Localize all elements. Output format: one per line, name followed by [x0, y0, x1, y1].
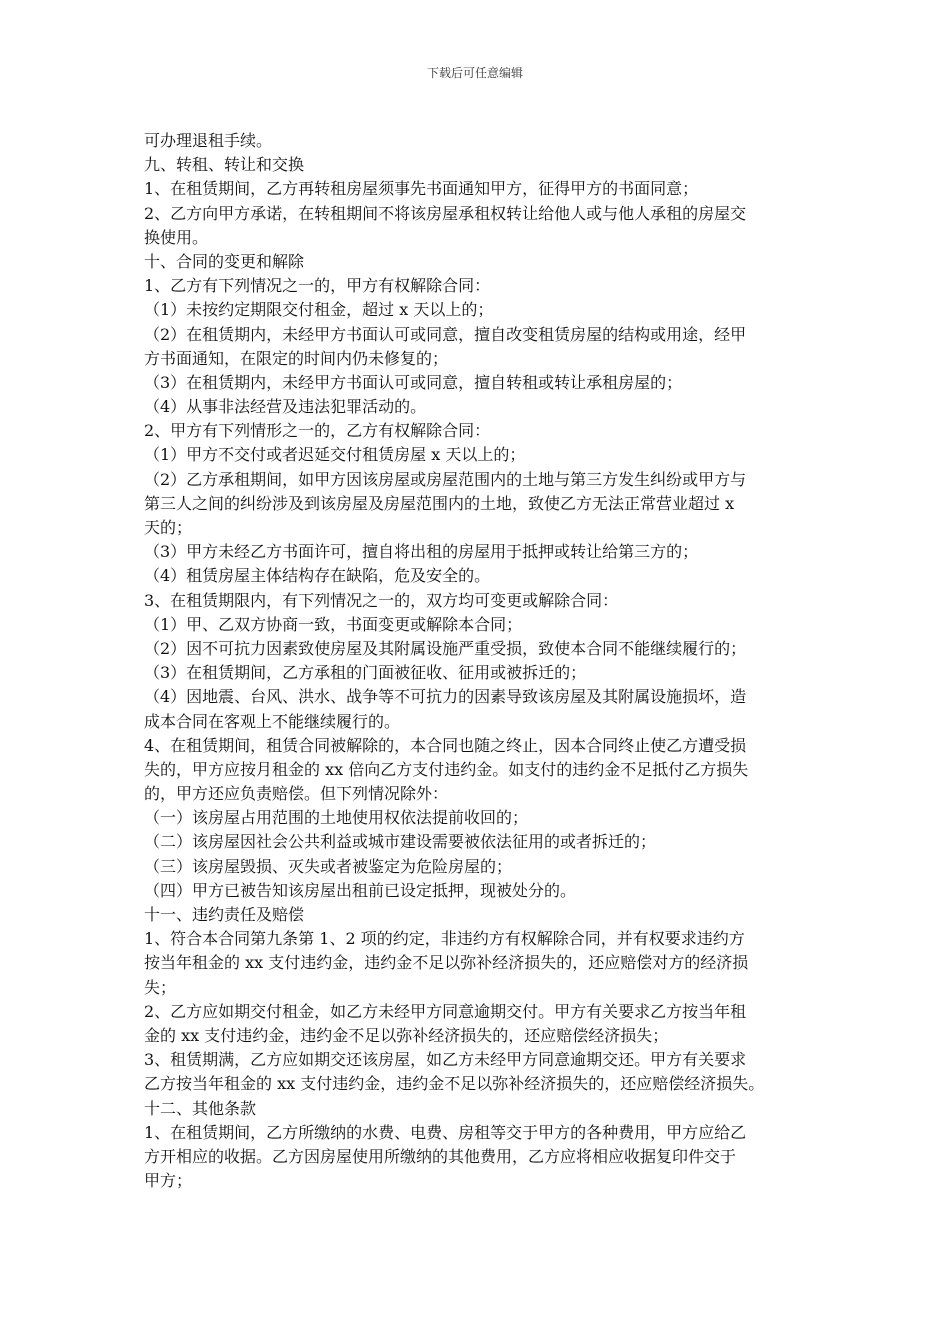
text-line: 方书面通知，在限定的时间内仍未修复的； — [144, 348, 449, 368]
text-line: 乙方按当年租金的 xx 支付违约金，违约金不足以弥补经济损失的，还应赔偿经济损失。 — [144, 1074, 765, 1094]
text-line: （4）因地震、台风、洪水、战争等不可抗力的因素导致该房屋及其附属设施损坏，造 — [144, 687, 747, 707]
text-line: 十二、其他条款 — [144, 1098, 257, 1118]
text-line: （1）甲方不交付或者迟延交付租赁房屋 x 天以上的； — [144, 445, 526, 465]
text-line: 按当年租金的 xx 支付违约金，违约金不足以弥补经济损失的，还应赔偿对方的经济损 — [144, 953, 749, 973]
text-line: （4）租赁房屋主体结构存在缺陷，危及安全的。 — [144, 566, 491, 586]
text-line: 1、在租赁期间，乙方所缴纳的水费、电费、房租等交于甲方的各种费用，甲方应给乙 — [144, 1122, 747, 1142]
text-line: （2）因不可抗力因素致使房屋及其附属设施严重受损，致使本合同不能继续履行的； — [144, 638, 747, 658]
text-line: 2、甲方有下列情形之一的，乙方有权解除合同： — [144, 421, 491, 441]
text-line: 十一、违约责任及赔偿 — [144, 905, 305, 924]
text-line: （3）在租赁期内，未经甲方书面认可或同意，擅自转租或转让承租房屋的； — [144, 372, 683, 392]
text-line: 甲方； — [144, 1171, 193, 1191]
text-line: 成本合同在客观上不能继续履行的。 — [144, 711, 401, 731]
document-body — [144, 129, 810, 1193]
text-line: 第三人之间的纠纷涉及到该房屋及房屋范围内的土地，致使乙方无法正常营业超过 x — [144, 493, 735, 513]
text-line: （1）甲、乙双方协商一致，书面变更或解除本合同； — [144, 614, 523, 634]
text-line: （四）甲方已被告知该房屋出租前已设定抵押，现被处分的。 — [144, 880, 577, 900]
text-line: 的，甲方还应负责赔偿。但下列情况除外： — [144, 784, 449, 804]
text-line: 九、转租、转让和交换 — [144, 155, 305, 175]
text-line: 换使用。 — [144, 227, 209, 247]
text-line: 失； — [144, 977, 177, 997]
text-line: 2、乙方向甲方承诺，在转租期间不将该房屋承租权转让给他人或与他人承租的房屋交 — [144, 203, 747, 223]
text-line: （三）该房屋毁损、灭失或者被鉴定为危险房屋的； — [144, 856, 513, 876]
text-line: （二）该房屋因社会公共利益或城市建设需要被依法征用的或者拆迁的； — [144, 832, 657, 852]
text-line: 3、在租赁期限内，有下列情况之一的，双方均可变更或解除合同： — [144, 590, 619, 610]
text-line: 失的，甲方应按月租金的 xx 倍向乙方支付违约金。如支付的违约金不足抵付乙方损失 — [144, 759, 749, 779]
text-line: （3）甲方未经乙方书面许可，擅自将出租的房屋用于抵押或转让给第三方的； — [144, 542, 699, 562]
text-line: 天的； — [144, 518, 193, 537]
text-line: 2、乙方应如期交付租金，如乙方未经甲方同意逾期交付。甲方有关要求乙方按当年租 — [144, 1001, 747, 1021]
text-line: 3、租赁期满，乙方应如期交还该房屋，如乙方未经甲方同意逾期交还。甲方有关要求 — [144, 1050, 747, 1070]
text-line: （1）未按约定期限交付租金，超过 x 天以上的； — [144, 300, 494, 320]
text-line: （一）该房屋占用范围的土地使用权依法提前收回的； — [144, 808, 529, 828]
text-line: （3）在租赁期间，乙方承租的门面被征收、征用或被拆迁的； — [144, 663, 587, 683]
text-line: 可办理退租手续。 — [144, 131, 273, 150]
text-line: 方开相应的收据。乙方因房屋使用所缴纳的其他费用，乙方应将相应收据复印件交于 — [144, 1146, 737, 1166]
text-line: 1、符合本合同第九条第 1、2 项的约定，非违约方有权解除合同，并有权要求违约方 — [144, 929, 745, 949]
text-line: 4、在租赁期间，租赁合同被解除的，本合同也随之终止，因本合同终止使乙方遭受损 — [144, 735, 747, 755]
text-line: 十、合同的变更和解除 — [144, 251, 305, 271]
text-line: 金的 xx 支付违约金，违约金不足以弥补经济损失的，还应赔偿经济损失； — [144, 1025, 669, 1045]
text-line: 1、乙方有下列情况之一的，甲方有权解除合同： — [144, 276, 491, 296]
text-line: （2）在租赁期内，未经甲方书面认可或同意，擅自改变租赁房屋的结构或用途，经甲 — [144, 324, 747, 344]
page-header: 下载后可任意编辑 — [426, 66, 523, 80]
text-line: 1、在租赁期间，乙方再转租房屋须事先书面通知甲方，征得甲方的书面同意； — [144, 179, 699, 199]
text-line: （4）从事非法经营及违法犯罪活动的。 — [144, 397, 427, 417]
text-line: （2）乙方承租期间，如甲方因该房屋或房屋范围内的土地与第三方发生纠纷或甲方与 — [144, 469, 747, 489]
